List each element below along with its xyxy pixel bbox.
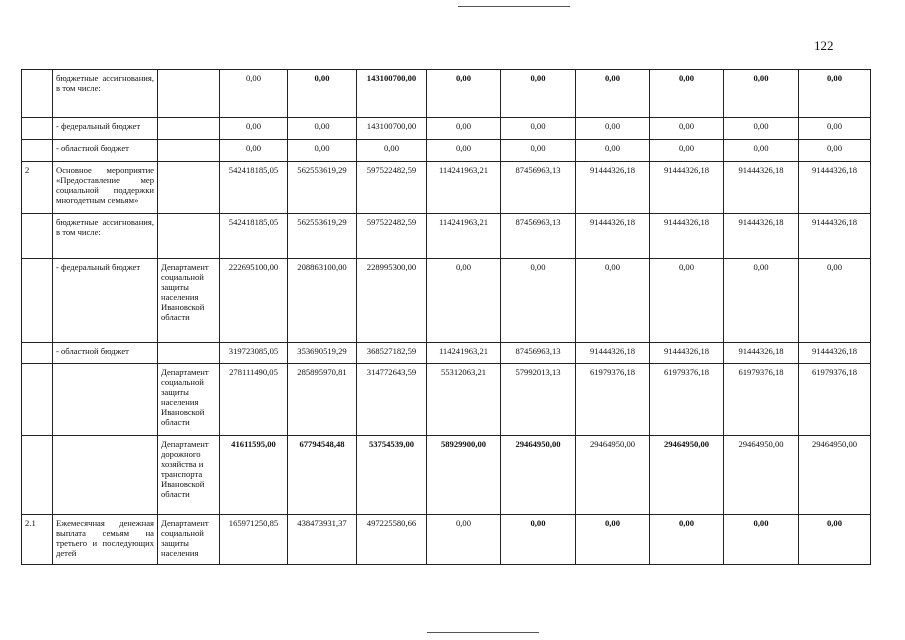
value-cell: 542418185,05	[220, 162, 288, 214]
value-cell: 29464950,00	[501, 436, 576, 515]
scan-line-top	[458, 6, 570, 7]
value-cell: 438473931,37	[288, 515, 357, 565]
value-cell: 0,00	[799, 140, 871, 162]
table-row	[22, 162, 871, 214]
value-cell: 91444326,18	[724, 343, 799, 364]
value-cell: 0,00	[427, 259, 501, 343]
value-cell: 228995300,00	[357, 259, 427, 343]
value-cell: 0,00	[501, 259, 576, 343]
value-cell: 0,00	[650, 70, 724, 118]
row-name: бюджетные ассигнования, в том числе:	[53, 70, 158, 118]
row-name	[53, 364, 158, 436]
value-cell: 0,00	[501, 140, 576, 162]
table-row	[22, 214, 871, 259]
value-cell: 114241963,21	[427, 343, 501, 364]
value-cell: 0,00	[501, 70, 576, 118]
row-code	[22, 70, 53, 118]
value-cell: 91444326,18	[650, 214, 724, 259]
row-code	[22, 214, 53, 259]
budget-table	[21, 69, 871, 565]
value-cell: 0,00	[724, 70, 799, 118]
table-row	[22, 259, 871, 343]
row-code	[22, 140, 53, 162]
value-cell: 0,00	[220, 118, 288, 140]
value-cell: 0,00	[650, 259, 724, 343]
value-cell: 0,00	[220, 140, 288, 162]
row-code	[22, 436, 53, 515]
value-cell: 278111490,05	[220, 364, 288, 436]
value-cell: 597522482,59	[357, 162, 427, 214]
value-cell: 0,00	[357, 140, 427, 162]
value-cell: 165971250,85	[220, 515, 288, 565]
value-cell: 91444326,18	[799, 162, 871, 214]
value-cell: 368527182,59	[357, 343, 427, 364]
row-executor	[158, 70, 220, 118]
value-cell: 91444326,18	[576, 343, 650, 364]
value-cell: 87456963,13	[501, 162, 576, 214]
value-cell: 0,00	[724, 515, 799, 565]
value-cell: 0,00	[288, 70, 357, 118]
value-cell: 57992013,13	[501, 364, 576, 436]
row-executor	[158, 343, 220, 364]
value-cell: 114241963,21	[427, 214, 501, 259]
row-name	[53, 436, 158, 515]
row-code	[22, 343, 53, 364]
value-cell: 319723085,05	[220, 343, 288, 364]
row-code: 2.1	[22, 515, 53, 565]
row-name: бюджетные ассигнования, в том числе:	[53, 214, 158, 259]
table-row	[22, 118, 871, 140]
value-cell: 497225580,66	[357, 515, 427, 565]
row-executor	[158, 140, 220, 162]
value-cell: 0,00	[427, 70, 501, 118]
value-cell: 0,00	[799, 515, 871, 565]
value-cell: 55312063,21	[427, 364, 501, 436]
table-row	[22, 364, 871, 436]
value-cell: 67794548,48	[288, 436, 357, 515]
value-cell: 91444326,18	[650, 343, 724, 364]
value-cell: 29464950,00	[799, 436, 871, 515]
value-cell: 562553619,29	[288, 214, 357, 259]
value-cell: 0,00	[799, 70, 871, 118]
value-cell: 0,00	[799, 118, 871, 140]
value-cell: 91444326,18	[799, 343, 871, 364]
value-cell: 0,00	[427, 118, 501, 140]
value-cell: 0,00	[576, 118, 650, 140]
value-cell: 143100700,00	[357, 70, 427, 118]
value-cell: 314772643,59	[357, 364, 427, 436]
value-cell: 143100700,00	[357, 118, 427, 140]
value-cell: 285895970,81	[288, 364, 357, 436]
value-cell: 0,00	[220, 70, 288, 118]
value-cell: 0,00	[576, 70, 650, 118]
row-name: - областной бюджет	[53, 140, 158, 162]
row-name: Ежемесячная денежная выплата семьям на третьего и последующих детей	[53, 515, 158, 565]
value-cell: 91444326,18	[650, 162, 724, 214]
value-cell: 29464950,00	[724, 436, 799, 515]
value-cell: 114241963,21	[427, 162, 501, 214]
row-executor	[158, 118, 220, 140]
scan-line-bottom	[427, 632, 539, 633]
value-cell: 0,00	[427, 515, 501, 565]
value-cell: 0,00	[576, 259, 650, 343]
row-code	[22, 118, 53, 140]
value-cell: 61979376,18	[576, 364, 650, 436]
value-cell: 0,00	[501, 515, 576, 565]
value-cell: 87456963,13	[501, 343, 576, 364]
row-executor	[158, 214, 220, 259]
value-cell: 91444326,18	[576, 214, 650, 259]
value-cell: 597522482,59	[357, 214, 427, 259]
table-row	[22, 436, 871, 515]
value-cell: 353690519,29	[288, 343, 357, 364]
value-cell: 29464950,00	[576, 436, 650, 515]
value-cell: 41611595,00	[220, 436, 288, 515]
table-row	[22, 70, 871, 118]
value-cell: 208863100,00	[288, 259, 357, 343]
row-code: 2	[22, 162, 53, 214]
row-code	[22, 364, 53, 436]
value-cell: 0,00	[724, 259, 799, 343]
value-cell: 0,00	[501, 118, 576, 140]
table-row	[22, 140, 871, 162]
row-name: Основное мероприятие «Предоставление мер социальной поддержки многодетным семьям»	[53, 162, 158, 214]
value-cell: 61979376,18	[650, 364, 724, 436]
value-cell: 29464950,00	[650, 436, 724, 515]
value-cell: 0,00	[576, 140, 650, 162]
value-cell: 91444326,18	[576, 162, 650, 214]
value-cell: 0,00	[427, 140, 501, 162]
table-row	[22, 343, 871, 364]
row-executor: Департамент социальной защиты населения Ивановской области	[158, 259, 220, 343]
value-cell: 0,00	[288, 140, 357, 162]
value-cell: 0,00	[650, 140, 724, 162]
row-executor: Департамент дорожного хозяйства и транспорта Ивановской области	[158, 436, 220, 515]
value-cell: 0,00	[799, 259, 871, 343]
row-executor: Департамент социальной защиты населения	[158, 515, 220, 565]
row-executor	[158, 162, 220, 214]
row-name: - федеральный бюджет	[53, 259, 158, 343]
page-number: 122	[814, 38, 834, 53]
value-cell: 61979376,18	[724, 364, 799, 436]
row-name: - областной бюджет	[53, 343, 158, 364]
value-cell: 53754539,00	[357, 436, 427, 515]
value-cell: 91444326,18	[799, 214, 871, 259]
row-executor: Департамент социальной защиты населения Ивановской области	[158, 364, 220, 436]
table-row	[22, 515, 871, 565]
value-cell: 0,00	[724, 118, 799, 140]
value-cell: 542418185,05	[220, 214, 288, 259]
value-cell: 0,00	[650, 515, 724, 565]
value-cell: 562553619,29	[288, 162, 357, 214]
value-cell: 61979376,18	[799, 364, 871, 436]
row-code	[22, 259, 53, 343]
value-cell: 222695100,00	[220, 259, 288, 343]
value-cell: 91444326,18	[724, 162, 799, 214]
row-name: - федеральный бюджет	[53, 118, 158, 140]
value-cell: 0,00	[650, 118, 724, 140]
value-cell: 0,00	[576, 515, 650, 565]
value-cell: 87456963,13	[501, 214, 576, 259]
value-cell: 91444326,18	[724, 214, 799, 259]
value-cell: 58929900,00	[427, 436, 501, 515]
value-cell: 0,00	[724, 140, 799, 162]
value-cell: 0,00	[288, 118, 357, 140]
